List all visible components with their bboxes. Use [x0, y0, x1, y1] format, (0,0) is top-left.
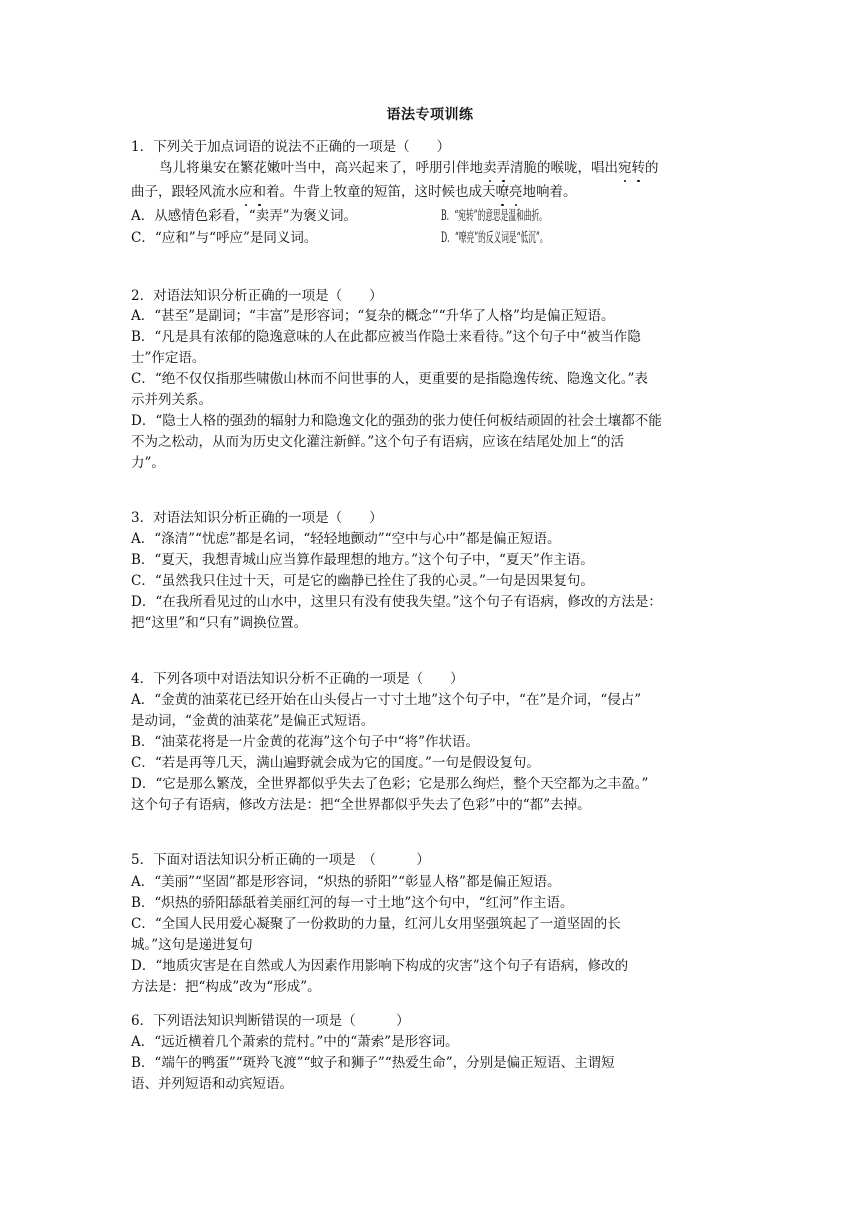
q4-line: B．“油菜花将是一片金黄的花海”这个句子中“将”作状语。 [131, 734, 480, 750]
q2-line: 不为之松动，从而为历史文化灌注新鲜。”这个句子有语病，应该在结尾处加上“的活 [131, 434, 625, 450]
q4-line: 是动词，“金黄的油菜花”是偏正式短语。 [131, 713, 375, 729]
q3-line: B．“夏天，我想青城山应当算作最理想的地方。”这个句子中，“夏天”作主语。 [131, 552, 594, 568]
q6-line: 语、并列短语和动宾短语。 [131, 1076, 293, 1092]
q1-stem: 1．下列关于加点词语的说法不正确的一项是（ ） [131, 139, 451, 155]
q4-line: D．“它是那么繁茂，全世界都似乎失去了色彩；它是那么绚烂，整个天空都为之丰盈。” [131, 776, 649, 792]
dotted-word-yinghe: 应和 [239, 184, 266, 200]
q5-line: 方法是：把“构成”改为“形成”。 [131, 979, 321, 995]
q2-line: 示并列关系。 [131, 392, 212, 408]
q2-line: D．“隐士人格的强劲的辐射力和隐逸文化的强劲的张力使任何板结顽固的社会土壤都不能 [131, 413, 662, 429]
q4-line: 这个句子有语病，修改方法是：把“全世界都似乎失去了色彩”中的“都”去掉。 [131, 797, 591, 813]
q3-line: 把“这里”和“只有”调换位置。 [131, 615, 308, 631]
q2-line: 力”。 [131, 455, 165, 471]
q1-option-a: A．从感情色彩看，“卖弄”为褒义词。 [131, 208, 358, 224]
q1-option-c: C．“应和”与“呼应”是同义词。 [131, 230, 318, 246]
dotted-word-wanzhuan: 宛转 [618, 160, 645, 176]
q2-line: A．“甚至”是副词；“丰富”是形容词；“复杂的概念”“升华了人格”均是偏正短语。 [131, 308, 615, 324]
q5-line: D．“地质灾害是在自然或人为因素作用影响下构成的灾害”这个句子有语病，修改的 [131, 958, 629, 974]
q1-passage-line-1: 鸟儿将巢安在繁花嫩叶当中，高兴起来了，呼朋引伴地卖弄清脆的喉咙，唱出宛转的 [159, 158, 789, 179]
q5-line: A．“美丽”“坚固”都是形容词，“炽热的骄阳”“彰显人格”都是偏正短语。 [131, 874, 561, 890]
q4-line: C．“若是再等几天，满山遍野就会成为它的国度。”一句是假设复句。 [131, 755, 540, 771]
q4-line: A．“金黄的油菜花已经开始在山头侵占一寸寸土地”这个句子中，“在”是介词，“侵占” [131, 692, 642, 708]
q5-line: B．“炽热的骄阳舔舐着美丽红河的每一寸土地”这个句中，“红河”作主语。 [131, 895, 574, 911]
q2-stem: 2．对语法知识分析正确的一项是（ ） [131, 288, 383, 304]
q3-stem: 3．对语法知识分析正确的一项是（ ） [131, 510, 383, 526]
q4-stem: 4．下列各项中对语法知识分析不正确的一项是（ ） [131, 671, 464, 687]
q1-option-b: B．“宛转”的意思是温和曲折。 [441, 208, 547, 224]
q6-line: A．“远近横着几个萧索的荒村。”中的“萧索”是形容词。 [131, 1034, 459, 1050]
q2-line: C．“绝不仅仅指那些啸傲山林而不问世事的人，更重要的是指隐逸传统、隐逸文化。”表 [131, 371, 648, 387]
q3-line: D．“在我所看见过的山水中，这里只有没有使我失望。”这个句子有语病，修改的方法是： [131, 594, 662, 610]
page-title: 语法专项训练 [386, 107, 474, 123]
dotted-word-liaoliang: 嘹亮 [496, 184, 523, 200]
q1-option-d: D．“嘹亮”的反义词是“低沉”。 [441, 230, 548, 246]
q1-passage-line-2: 曲子，跟轻风流水应和着。牛背上牧童的短笛，这时候也成天嘹亮地响着。 [131, 182, 761, 203]
q3-line: A．“涤清”“忧虑”都是名词，“轻轻地颤动”“空中与心中”都是偏正短语。 [131, 531, 561, 547]
q2-line: B．“凡是具有浓郁的隐逸意味的人在此都应被当作隐士来看待。”这个句子中“被当作隐 [131, 329, 641, 345]
dotted-word-maining: 卖弄 [483, 160, 510, 176]
q2-line: 士”作定语。 [131, 350, 206, 366]
q5-stem: 5．下面对语法知识分析正确的一项是 （ ） [131, 852, 430, 868]
q5-line: 城。”这句是递进复句 [131, 937, 253, 953]
q5-line: C．“全国人民用爱心凝聚了一份救助的力量，红河儿女用坚强筑起了一道坚固的长 [131, 916, 621, 932]
q6-stem: 6．下列语法知识判断错误的一项是（ ） [131, 1013, 410, 1029]
q6-line: B．“端午的鸭蛋”“斑羚飞渡”“蚊子和狮子”“热爱生命”，分别是偏正短语、主谓短 [131, 1055, 615, 1071]
q3-line: C．“虽然我只住过十天，可是它的幽静已拴住了我的心灵。”一句是因果复句。 [131, 573, 594, 589]
